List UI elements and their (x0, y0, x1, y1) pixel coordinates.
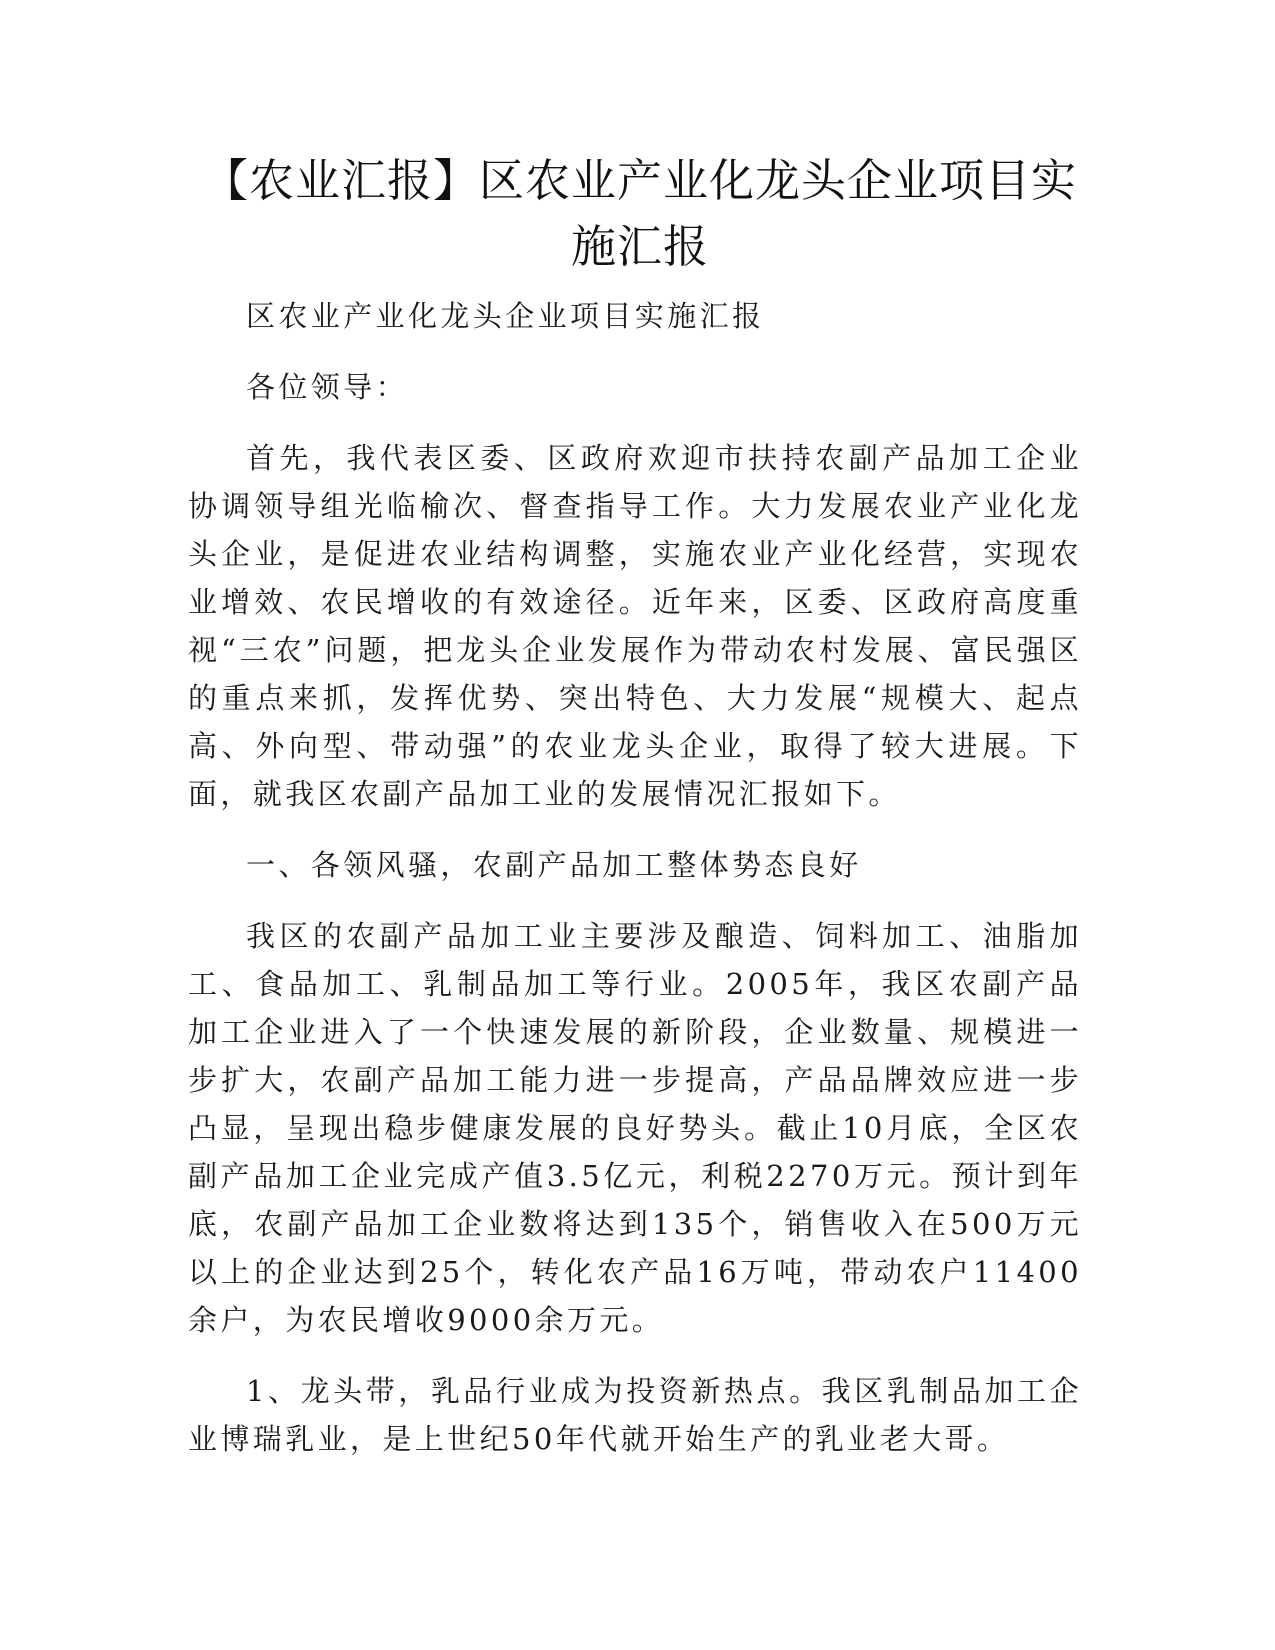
intro-paragraph: 首先，我代表区委、区政府欢迎市扶持农副产品加工企业协调领导组光临榆次、督查指导工作。大力发展农业产业化龙头企业，是促进农业结构调整，实施农业产业化经营，实现农业增效、农民增收的有效途径。近年来，区委、区政府高度重视“三农”问题，把龙头企业发展作为带动农村发展、富民强区的重点来抓，发挥优势、突出特色、大力发展“规模大、起点高、外向型、带动强”的农业龙头企业，取得了较大进展。下面，就我区农副产品加工业的发展情况汇报如下。 (188, 441, 1082, 811)
subsection-1-paragraph: 1、龙头带，乳品行业成为投资新热点。我区乳制品加工企业博瑞乳业，是上世纪50年代就开始生产的乳业老大哥。 (188, 1374, 1082, 1456)
document-title (150, 148, 1130, 280)
section-1-paragraph: 我区的农副产品加工业主要涉及酿造、饲料加工、油脂加工、食品加工、乳制品加工等行业。2005年，我区农副产品加工企业进入了一个快速发展的新阶段，企业数量、规模进一步扩大，农副产品加工能力进一步提高，产品品牌效应进一步凸显，呈现出稳步健康发展的良好势头。截止10月底，全区农副产品加工企业完成产值3.5亿元，利税2270万元。预计到年底，农副产品加工企业数将达到135个，销售收入在500万元以上的企业达到25个，转化农产品16万吨，带动农户11400余户，为农民增收9000余万元。 (188, 919, 1082, 1337)
document-body (188, 292, 1082, 1463)
title-line-2: 施汇报 (570, 220, 709, 273)
section-heading-1: 一、各领风骚，农副产品加工整体势态良好 (246, 848, 862, 882)
title-line-1: 【农业汇报】区农业产业化龙头企业项目实 (202, 154, 1077, 207)
salutation-paragraph: 各位领导： (246, 370, 409, 404)
subtitle-paragraph: 区农业产业化龙头企业项目实施汇报 (246, 299, 765, 333)
